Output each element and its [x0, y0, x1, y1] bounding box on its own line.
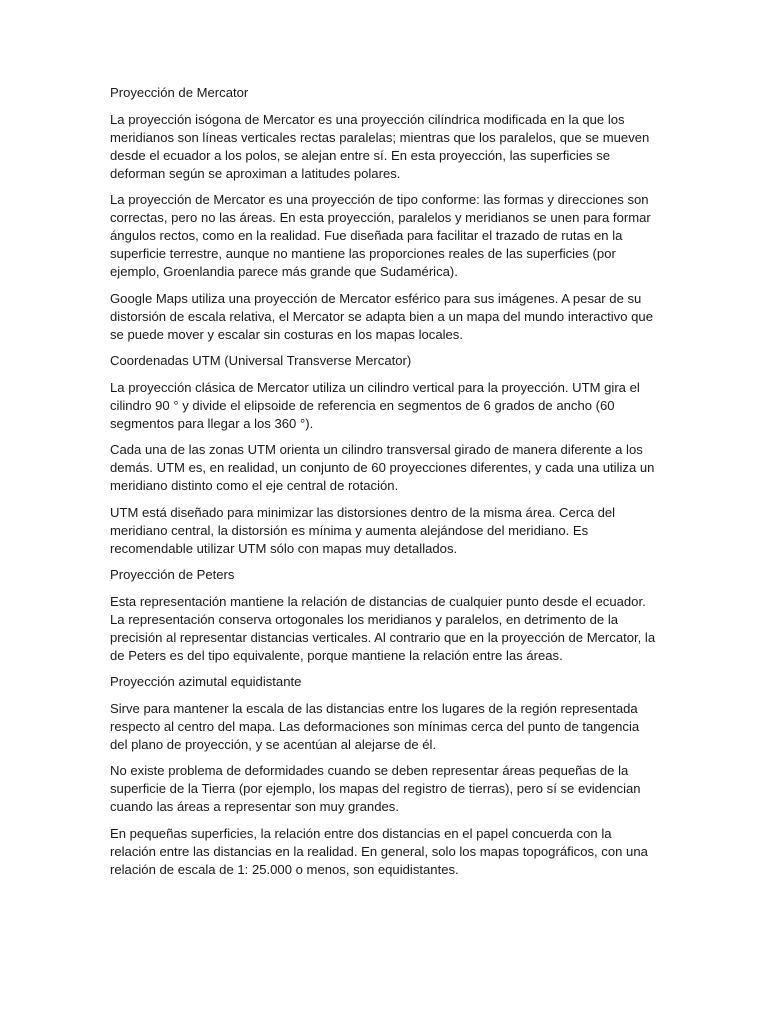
section-heading-mercator: Proyección de Mercator: [110, 85, 249, 100]
section-heading-utm: Coordenadas UTM (Universal Transverse Mercator): [110, 353, 412, 368]
document-body: [110, 84, 658, 887]
paragraph: Esta representación mantiene la relación de distancias de cualquier punto desde el ecuador. La representación conserva ortogonales los meridianos y paralelos, en detrimento de la precisión al representar distancias verticales. Al contrario que en la proyección de Mercator, la de Peters es del tipo equivalente, porque mantiene la relación entre las áreas.: [110, 593, 656, 663]
paragraph: La proyección de Mercator es una proyección de tipo conforme: las formas y direcciones son correctas, pero no las áreas. En esta proyección, paralelos y meridianos se unen para formar ángulos rectos, como en la realidad. Fue diseñada para facilitar el trazado de rutas en la superficie terrestre, aunque no mantiene las proporciones reales de las superficies (por ejemplo, Groenlandia parece más grande que Sudamérica).: [110, 192, 651, 279]
paragraph: En pequeñas superficies, la relación entre dos distancias en el papel concuerda con la relación entre las distancias en la realidad. En general, solo los mapas topográficos, con una relación de escala de 1: 25.000 o menos, son equidistantes.: [110, 825, 648, 877]
paragraph: La proyección clásica de Mercator utiliza un cilindro vertical para la proyección. UTM gira el cilindro 90 ° y divide el elipsoide de referencia en segmentos de 6 grados de ancho (60 segmentos para llegar a los 360 °).: [110, 379, 640, 431]
paragraph: Cada una de las zonas UTM orienta un cilindro transversal girado de manera diferente a los demás. UTM es, en realidad, un conjunto de 60 proyecciones diferentes, y cada una utiliza un meridiano distinto como el eje central de rotación.: [110, 442, 655, 493]
section-heading-peters: Proyección de Peters: [110, 567, 235, 582]
paragraph: UTM está diseñado para minimizar las distorsiones dentro de la misma área. Cerca del meridiano central, la distorsión es mínima y aumenta alejándose del meridiano. Es recomendable utilizar UTM sólo con mapas muy detallados.: [110, 504, 616, 556]
paragraph: Sirve para mantener la escala de las distancias entre los lugares de la región representada respecto al centro del mapa. Las deformaciones son mínimas cerca del punto de tangencia del plano de proyección, y se acentúan al alejarse de él.: [110, 700, 640, 752]
paragraph: La proyección isógona de Mercator es una proyección cilíndrica modificada en la que los meridianos son líneas verticales rectas paralelas; mientras que los paralelos, que se mueven desde el ecuador a los polos, se alejan entre sí. En esta proyección, las superficies se deforman según se aproximan a latitudes polares.: [110, 111, 650, 181]
paragraph: No existe problema de deformidades cuando se deben representar áreas pequeñas de la superficie de la Tierra (por ejemplo, los mapas del registro de tierras), pero sí se evidencian cuando las áreas a representar son muy grandes.: [110, 763, 641, 814]
paragraph: Google Maps utiliza una proyección de Mercator esférico para sus imágenes. A pesar de su distorsión de escala relativa, el Mercator se adapta bien a un mapa del mundo interactivo que se puede mover y escalar sin costuras en los mapas locales.: [110, 290, 653, 342]
section-heading-azimutal: Proyección azimutal equidistante: [110, 674, 302, 689]
